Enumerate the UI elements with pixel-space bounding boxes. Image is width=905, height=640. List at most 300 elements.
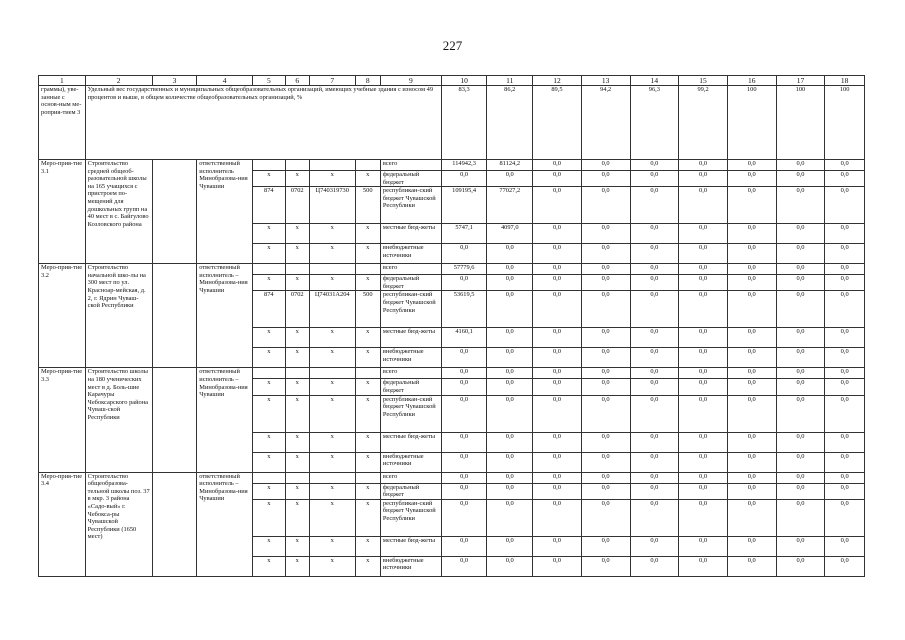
funding-value: 0,0: [581, 244, 630, 264]
event-empty-cell: [152, 264, 197, 368]
funding-value: 0,0: [727, 264, 776, 275]
funding-value: 0,0: [533, 160, 582, 171]
code-type: x: [355, 244, 380, 264]
indicator-text: Удельный вес государственных и муниципальных общеобразовательных организаций, имеющих учебные здания с износом 49 процентов и выше, в общем количестве общеобразовательных организаций, %: [85, 86, 441, 160]
funding-value: 0,0: [776, 483, 825, 499]
col-num: 17: [776, 76, 825, 86]
event-label: Меро-прия-тие 3.2: [39, 264, 86, 368]
funding-value: 0,0: [727, 224, 776, 244]
code-grbs: x: [253, 171, 285, 187]
funding-value: 0,0: [825, 160, 865, 171]
funding-source: всего: [380, 160, 441, 171]
funding-value: 0,0: [630, 244, 679, 264]
funding-value: 0,0: [630, 187, 679, 224]
funding-value: 0,0: [533, 395, 582, 432]
funding-value: 0,0: [825, 368, 865, 379]
code-target: x: [309, 556, 355, 576]
code-target: x: [309, 395, 355, 432]
funding-value: 0,0: [727, 368, 776, 379]
funding-source: местные бюд-жеты: [380, 224, 441, 244]
funding-value: 0,0: [825, 291, 865, 328]
funding-value: 0,0: [581, 264, 630, 275]
code-target: x: [309, 275, 355, 291]
code-grbs: x: [253, 556, 285, 576]
code-grbs: x: [253, 499, 285, 536]
code-type: x: [355, 275, 380, 291]
funding-source: местные бюд-жеты: [380, 328, 441, 348]
funding-row: [39, 368, 865, 379]
code-grbs: [253, 160, 285, 171]
funding-value: 0,0: [487, 452, 533, 472]
funding-value: 0,0: [776, 291, 825, 328]
code-grbs: [253, 368, 285, 379]
code-type: x: [355, 224, 380, 244]
funding-value: 0,0: [679, 224, 728, 244]
code-target: [309, 368, 355, 379]
funding-source: федеральный бюджет: [380, 483, 441, 499]
event-name: Строительство начальной шко-лы на 300 мест по ул. Красноар-мейская, д. 2, г. Ядрин Чуваш-ской Республики: [85, 264, 152, 368]
code-section: x: [285, 499, 309, 536]
funding-value: 0,0: [487, 291, 533, 328]
indicator-value: 100: [727, 86, 776, 160]
funding-source: внебюджетные источники: [380, 452, 441, 472]
code-type: [355, 368, 380, 379]
event-label: Меро-прия-тие 3.1: [39, 160, 86, 264]
col-num: 3: [152, 76, 197, 86]
code-type: x: [355, 348, 380, 368]
code-target: x: [309, 483, 355, 499]
funding-value: 0,0: [825, 483, 865, 499]
code-grbs: [253, 264, 285, 275]
funding-source: республикан-ский бюджет Чувашской Республики: [380, 395, 441, 432]
code-type: x: [355, 379, 380, 395]
funding-value: 0,0: [679, 328, 728, 348]
funding-value: 0,0: [776, 556, 825, 576]
col-num: 10: [441, 76, 487, 86]
funding-value: 0,0: [487, 432, 533, 452]
funding-value: 0,0: [679, 472, 728, 483]
funding-value: 0,0: [679, 291, 728, 328]
funding-source: республикан-ский бюджет Чувашской Республики: [380, 291, 441, 328]
code-section: x: [285, 395, 309, 432]
funding-value: 0,0: [630, 224, 679, 244]
event-label: Меро-прия-тие 3.3: [39, 368, 86, 472]
funding-value: 0,0: [487, 244, 533, 264]
funding-value: 5747,1: [441, 224, 487, 244]
funding-value: 0,0: [679, 171, 728, 187]
code-target: x: [309, 348, 355, 368]
funding-value: 0,0: [776, 472, 825, 483]
code-grbs: x: [253, 328, 285, 348]
funding-value: 0,0: [441, 171, 487, 187]
funding-source: республикан-ский бюджет Чувашской Республики: [380, 187, 441, 224]
event-name: Строительство общеобразова-тельной школы поз. 37 в мкр. 3 района «Садо-вый» г. Чебокса-ры Чувашской Республики (1650 мест): [85, 472, 152, 576]
funding-value: 0,0: [727, 452, 776, 472]
funding-value: 0,0: [581, 483, 630, 499]
code-grbs: x: [253, 395, 285, 432]
funding-value: 0,0: [776, 499, 825, 536]
funding-value: 0,0: [533, 291, 582, 328]
col-num: 6: [285, 76, 309, 86]
event-responsible: ответственный исполнитель – Минобразова-ния Чувашии: [197, 472, 253, 576]
code-target: [309, 264, 355, 275]
funding-value: 0,0: [727, 244, 776, 264]
funding-value: 0,0: [630, 432, 679, 452]
indicator-value: 94,2: [581, 86, 630, 160]
funding-value: 0,0: [630, 171, 679, 187]
funding-value: 0,0: [727, 275, 776, 291]
funding-value: 0,0: [776, 171, 825, 187]
funding-value: 0,0: [441, 379, 487, 395]
code-grbs: 874: [253, 187, 285, 224]
code-section: [285, 368, 309, 379]
funding-value: 0,0: [630, 483, 679, 499]
indicator-value: 83,3: [441, 86, 487, 160]
col-num: 7: [309, 76, 355, 86]
funding-row: [39, 264, 865, 275]
funding-value: 0,0: [533, 472, 582, 483]
funding-value: 0,0: [679, 556, 728, 576]
funding-value: 0,0: [727, 556, 776, 576]
code-type: x: [355, 395, 380, 432]
event-responsible: ответственный исполнитель – Минобразова-ния Чувашии: [197, 264, 253, 368]
funding-value: 0,0: [727, 499, 776, 536]
funding-value: 0,0: [776, 264, 825, 275]
col-num: 16: [727, 76, 776, 86]
funding-value: 0,0: [679, 483, 728, 499]
code-type: x: [355, 499, 380, 536]
code-section: x: [285, 379, 309, 395]
funding-source: всего: [380, 368, 441, 379]
code-grbs: 874: [253, 291, 285, 328]
funding-value: 0,0: [581, 536, 630, 556]
funding-value: 0,0: [776, 395, 825, 432]
funding-value: 0,0: [487, 264, 533, 275]
funding-value: 0,0: [581, 432, 630, 452]
funding-value: 0,0: [441, 452, 487, 472]
code-type: x: [355, 171, 380, 187]
col-num: 9: [380, 76, 441, 86]
indicator-value: 86,2: [487, 86, 533, 160]
code-section: x: [285, 432, 309, 452]
code-type: x: [355, 452, 380, 472]
event-responsible: ответственный исполнитель – Минобразова-ния Чувашии: [197, 368, 253, 472]
code-target: x: [309, 328, 355, 348]
code-type: [355, 264, 380, 275]
funding-value: 0,0: [487, 368, 533, 379]
funding-value: 0,0: [727, 187, 776, 224]
funding-value: 0,0: [533, 275, 582, 291]
code-target: x: [309, 171, 355, 187]
funding-value: 0,0: [630, 160, 679, 171]
funding-value: 0,0: [825, 432, 865, 452]
code-grbs: x: [253, 452, 285, 472]
funding-value: 0,0: [825, 472, 865, 483]
funding-value: 0,0: [533, 368, 582, 379]
funding-value: 0,0: [679, 395, 728, 432]
funding-value: 0,0: [581, 348, 630, 368]
code-target: [309, 160, 355, 171]
code-section: x: [285, 536, 309, 556]
funding-value: 0,0: [825, 171, 865, 187]
code-target: x: [309, 224, 355, 244]
funding-value: 0,0: [679, 379, 728, 395]
funding-value: 0,0: [679, 187, 728, 224]
indicator-value: 99,2: [679, 86, 728, 160]
funding-value: 0,0: [776, 348, 825, 368]
funding-value: 0,0: [630, 379, 679, 395]
funding-value: 0,0: [630, 452, 679, 472]
col-num: 8: [355, 76, 380, 86]
col-num: 1: [39, 76, 86, 86]
event-empty-cell: [152, 160, 197, 264]
column-number-row: [39, 76, 865, 86]
code-section: x: [285, 452, 309, 472]
funding-value: 0,0: [825, 275, 865, 291]
funding-row: [39, 472, 865, 483]
funding-value: 0,0: [581, 379, 630, 395]
funding-value: 0,0: [776, 328, 825, 348]
funding-value: 0,0: [679, 452, 728, 472]
code-grbs: x: [253, 224, 285, 244]
funding-value: 0,0: [679, 264, 728, 275]
funding-value: 0,0: [727, 483, 776, 499]
funding-value: 0,0: [630, 275, 679, 291]
funding-source: местные бюд-жеты: [380, 536, 441, 556]
funding-source: республикан-ский бюджет Чувашской Республики: [380, 499, 441, 536]
code-type: x: [355, 432, 380, 452]
indicator-label: граммы), уве-занные с основ-ным ме-роприя-тием 3: [39, 86, 86, 160]
funding-value: 0,0: [727, 395, 776, 432]
funding-source: местные бюд-жеты: [380, 432, 441, 452]
indicator-value: 100: [776, 86, 825, 160]
funding-value: 0,0: [679, 160, 728, 171]
funding-value: 0,0: [487, 348, 533, 368]
funding-value: 77027,2: [487, 187, 533, 224]
funding-value: 0,0: [581, 171, 630, 187]
funding-value: 0,0: [533, 244, 582, 264]
code-type: 500: [355, 187, 380, 224]
funding-value: 0,0: [533, 264, 582, 275]
funding-value: 0,0: [581, 187, 630, 224]
code-section: 0702: [285, 187, 309, 224]
funding-value: 0,0: [679, 536, 728, 556]
funding-value: 0,0: [825, 348, 865, 368]
funding-value: 0,0: [776, 160, 825, 171]
funding-source: внебюджетные источники: [380, 244, 441, 264]
funding-value: 0,0: [441, 275, 487, 291]
event-name: Строительство средней общеоб-разовательной школы на 165 учащихся с пристроем по-мещений для дошкольных групп на 40 мест в с. Байгулово Козловского района: [85, 160, 152, 264]
code-grbs: x: [253, 536, 285, 556]
funding-value: 0,0: [441, 348, 487, 368]
funding-value: 0,0: [630, 368, 679, 379]
funding-value: 0,0: [630, 536, 679, 556]
event-empty-cell: [152, 368, 197, 472]
funding-value: 0,0: [825, 452, 865, 472]
code-grbs: [253, 472, 285, 483]
code-section: x: [285, 556, 309, 576]
funding-value: 4160,1: [441, 328, 487, 348]
funding-value: 0,0: [581, 452, 630, 472]
funding-value: 0,0: [727, 291, 776, 328]
funding-value: 0,0: [727, 348, 776, 368]
funding-value: 0,0: [825, 379, 865, 395]
funding-value: 0,0: [825, 328, 865, 348]
funding-value: 0,0: [679, 348, 728, 368]
funding-value: 0,0: [487, 395, 533, 432]
code-target: Ц740319730: [309, 187, 355, 224]
funding-value: 0,0: [825, 244, 865, 264]
funding-value: 0,0: [630, 499, 679, 536]
funding-value: 0,0: [533, 348, 582, 368]
col-num: 2: [85, 76, 152, 86]
funding-value: 0,0: [581, 556, 630, 576]
col-num: 4: [197, 76, 253, 86]
event-label: Меро-прия-тие 3.4: [39, 472, 86, 576]
code-grbs: x: [253, 432, 285, 452]
funding-value: 0,0: [581, 160, 630, 171]
funding-value: 0,0: [487, 499, 533, 536]
funding-value: 0,0: [776, 432, 825, 452]
code-section: x: [285, 171, 309, 187]
funding-value: 0,0: [533, 224, 582, 244]
funding-source: федеральный бюджет: [380, 275, 441, 291]
funding-value: 0,0: [825, 224, 865, 244]
funding-value: 0,0: [630, 556, 679, 576]
funding-value: 0,0: [825, 395, 865, 432]
funding-source: внебюджетные источники: [380, 348, 441, 368]
funding-value: 0,0: [441, 368, 487, 379]
funding-value: 0,0: [487, 328, 533, 348]
funding-value: 0,0: [533, 483, 582, 499]
funding-value: 0,0: [727, 171, 776, 187]
col-num: 13: [581, 76, 630, 86]
funding-value: 0,0: [727, 328, 776, 348]
funding-value: 0,0: [533, 452, 582, 472]
funding-value: 0,0: [581, 224, 630, 244]
code-type: x: [355, 536, 380, 556]
funding-value: 81124,2: [487, 160, 533, 171]
funding-row: [39, 160, 865, 171]
code-section: 0702: [285, 291, 309, 328]
funding-value: 0,0: [776, 275, 825, 291]
funding-source: всего: [380, 264, 441, 275]
funding-value: 0,0: [679, 275, 728, 291]
funding-value: 0,0: [679, 499, 728, 536]
event-name: Строительство школы на 180 ученических мест в д. Боль-шие Карачуры Чебоксарского района Чуваш-ской Республики: [85, 368, 152, 472]
funding-value: 0,0: [441, 483, 487, 499]
funding-value: 0,0: [825, 187, 865, 224]
funding-source: всего: [380, 472, 441, 483]
code-section: [285, 160, 309, 171]
code-type: x: [355, 328, 380, 348]
funding-value: 53619,5: [441, 291, 487, 328]
funding-value: 0,0: [825, 499, 865, 536]
funding-value: 0,0: [727, 432, 776, 452]
funding-value: 0,0: [487, 379, 533, 395]
funding-source: внебюджетные источники: [380, 556, 441, 576]
code-type: x: [355, 483, 380, 499]
code-target: x: [309, 379, 355, 395]
funding-value: 0,0: [487, 171, 533, 187]
funding-source: федеральный бюджет: [380, 379, 441, 395]
indicator-value: 96,3: [630, 86, 679, 160]
funding-value: 0,0: [776, 224, 825, 244]
funding-value: 0,0: [727, 472, 776, 483]
code-target: x: [309, 536, 355, 556]
col-num: 12: [533, 76, 582, 86]
code-target: Ц74031А204: [309, 291, 355, 328]
code-type: [355, 160, 380, 171]
funding-value: 0,0: [679, 368, 728, 379]
page-number: 227: [442, 38, 463, 53]
code-type: [355, 472, 380, 483]
funding-value: 0,0: [581, 499, 630, 536]
funding-value: 0,0: [487, 536, 533, 556]
funding-value: 0,0: [441, 536, 487, 556]
funding-value: 0,0: [487, 472, 533, 483]
funding-value: 0,0: [441, 556, 487, 576]
funding-value: 0,0: [533, 187, 582, 224]
funding-value: 0,0: [825, 536, 865, 556]
funding-value: 0,0: [679, 432, 728, 452]
funding-value: 0,0: [441, 472, 487, 483]
funding-value: 0,0: [630, 291, 679, 328]
funding-value: 57779,6: [441, 264, 487, 275]
funding-value: 0,0: [533, 556, 582, 576]
code-target: x: [309, 452, 355, 472]
funding-value: 0,0: [581, 275, 630, 291]
funding-value: 0,0: [533, 499, 582, 536]
funding-value: 0,0: [533, 379, 582, 395]
funding-value: 0,0: [776, 187, 825, 224]
indicator-value: 100: [825, 86, 865, 160]
funding-value: 0,0: [581, 472, 630, 483]
code-target: x: [309, 499, 355, 536]
funding-value: 0,0: [581, 368, 630, 379]
code-target: x: [309, 244, 355, 264]
funding-value: 0,0: [825, 264, 865, 275]
code-type: x: [355, 556, 380, 576]
funding-value: 0,0: [630, 348, 679, 368]
code-section: x: [285, 244, 309, 264]
funding-source: федеральный бюджет: [380, 171, 441, 187]
funding-value: 0,0: [487, 483, 533, 499]
funding-value: 0,0: [727, 379, 776, 395]
funding-value: 0,0: [776, 379, 825, 395]
funding-value: 0,0: [581, 328, 630, 348]
col-num: 14: [630, 76, 679, 86]
funding-value: 0,0: [581, 395, 630, 432]
code-section: x: [285, 224, 309, 244]
event-responsible: ответственный исполнитель Минобразова-ния Чувашии: [197, 160, 253, 264]
funding-value: 0,0: [533, 536, 582, 556]
col-num: 5: [253, 76, 285, 86]
funding-value: 0,0: [533, 328, 582, 348]
funding-value: 114942,3: [441, 160, 487, 171]
funding-value: 0,0: [441, 499, 487, 536]
program-table: [38, 75, 865, 577]
code-grbs: x: [253, 275, 285, 291]
funding-value: 4097,0: [487, 224, 533, 244]
funding-value: 0,0: [727, 536, 776, 556]
event-empty-cell: [152, 472, 197, 576]
code-section: x: [285, 483, 309, 499]
col-num: 11: [487, 76, 533, 86]
col-num: 15: [679, 76, 728, 86]
funding-value: 0,0: [533, 171, 582, 187]
code-target: x: [309, 432, 355, 452]
